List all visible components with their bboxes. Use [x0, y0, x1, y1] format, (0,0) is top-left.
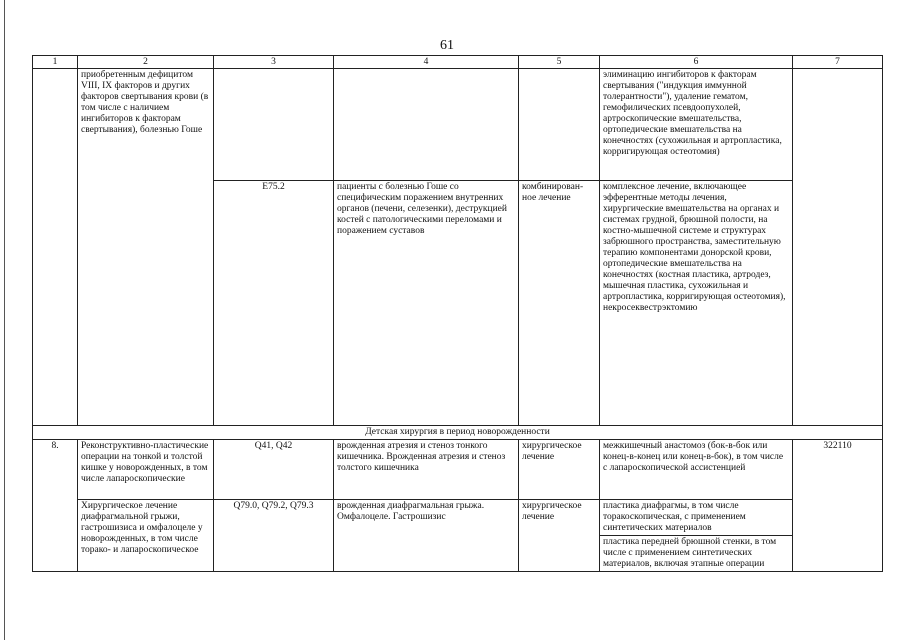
- column-header-6: 6: [600, 56, 793, 69]
- column-header-2: 2: [78, 56, 214, 69]
- treatment-method-option: пластика диафрагмы, в том числе торакоскопическая, с применением синтетических материалов: [600, 500, 792, 536]
- treatment-method-cell: [600, 500, 793, 572]
- patient-model-cell: врожденная диафрагмальная грыжа. Омфалоцеле. Гастрошизис: [334, 500, 519, 572]
- treatment-method-cell: межкишечный анастомоз (бок-в-бок или конец-в-конец или конец-в-бок), в том числе с лапароскопической ассистенцией: [600, 440, 793, 500]
- treatment-type-cell: комбинирован-ное лечение: [519, 181, 600, 426]
- table-row: [33, 500, 883, 572]
- icd-code-cell: E75.2: [214, 181, 334, 426]
- cost-cell: 322110: [793, 440, 883, 572]
- procedures-table: [32, 55, 883, 572]
- column-header-1: 1: [33, 56, 78, 69]
- method-name-cell: Хирургическое лечение диафрагмальной грыжи, гастрошизиса и омфалоцеле у новорожденных, в том числе торако- и лапароскопическое: [78, 500, 214, 572]
- treatment-method-cell: комплексное лечение, включающее эфферентные методы лечения, хирургические вмешательства на органах и системах грудной, брюшной полости, на костно-мышечной системе и структурах забрюшного пространства, заместительную терапию компонентами донорской крови, ортопедические вмешательства на конечностях (костная пластика, артродез, мышечная пластика, сухожильная и артропластика, корригирующая остеотомия), некросеквестрэктомию: [600, 181, 793, 426]
- treatment-method-cell: элиминацию ингибиторов к факторам свертывания ("индукция иммунной толерантности"), удаление гематом, гемофилических псевдоопухолей, артроскопические вмешательства, ортопедические вмешательства на конечностях (сухожильная и артропластика, корригирующая остеотомия): [600, 69, 793, 181]
- icd-code-cell: Q41, Q42: [214, 440, 334, 500]
- treatment-type-cell: хирургическое лечение: [519, 440, 600, 500]
- row-number-cell: 8.: [33, 440, 78, 572]
- patient-model-cell: врожденная атрезия и стеноз тонкого кишечника. Врожденная атрезия и стеноз толстого кишечника: [334, 440, 519, 500]
- left-margin-rule: [4, 0, 5, 640]
- row-number-cell: [33, 69, 78, 426]
- page-number: 61: [440, 38, 454, 53]
- column-header-3: 3: [214, 56, 334, 69]
- method-name-cell: Реконструктивно-пластические операции на тонкой и толстой кишке у новорожденных, в том числе лапароскопические: [78, 440, 214, 500]
- column-header-4: 4: [334, 56, 519, 69]
- column-header-5: 5: [519, 56, 600, 69]
- method-name-cell: приобретенным дефицитом VIII, IX факторов и других факторов свертывания крови (в том числе с наличием ингибиторов к факторам свертывания), болезнью Гоше: [78, 69, 214, 426]
- patient-model-cell: [334, 69, 519, 181]
- section-title: Детская хирургия в период новорожденности: [33, 426, 883, 440]
- table-row: [33, 440, 883, 500]
- icd-code-cell: Q79.0, Q79.2, Q79.3: [214, 500, 334, 572]
- column-header-7: 7: [793, 56, 883, 69]
- table-row: [33, 69, 883, 181]
- column-number-row: [33, 56, 883, 69]
- section-row: [33, 426, 883, 440]
- treatment-type-cell: [519, 69, 600, 181]
- treatment-type-cell: хирургическое лечение: [519, 500, 600, 572]
- cost-cell: [793, 69, 883, 426]
- icd-code-cell: [214, 69, 334, 181]
- treatment-method-option: пластика передней брюшной стенки, в том числе с применением синтетических материалов, включая этапные операции: [603, 537, 777, 569]
- patient-model-cell: пациенты с болезнью Гоше со специфическим поражением внутренних органов (печени, селезенки), деструкцией костей с патологическими переломами и поражением суставов: [334, 181, 519, 426]
